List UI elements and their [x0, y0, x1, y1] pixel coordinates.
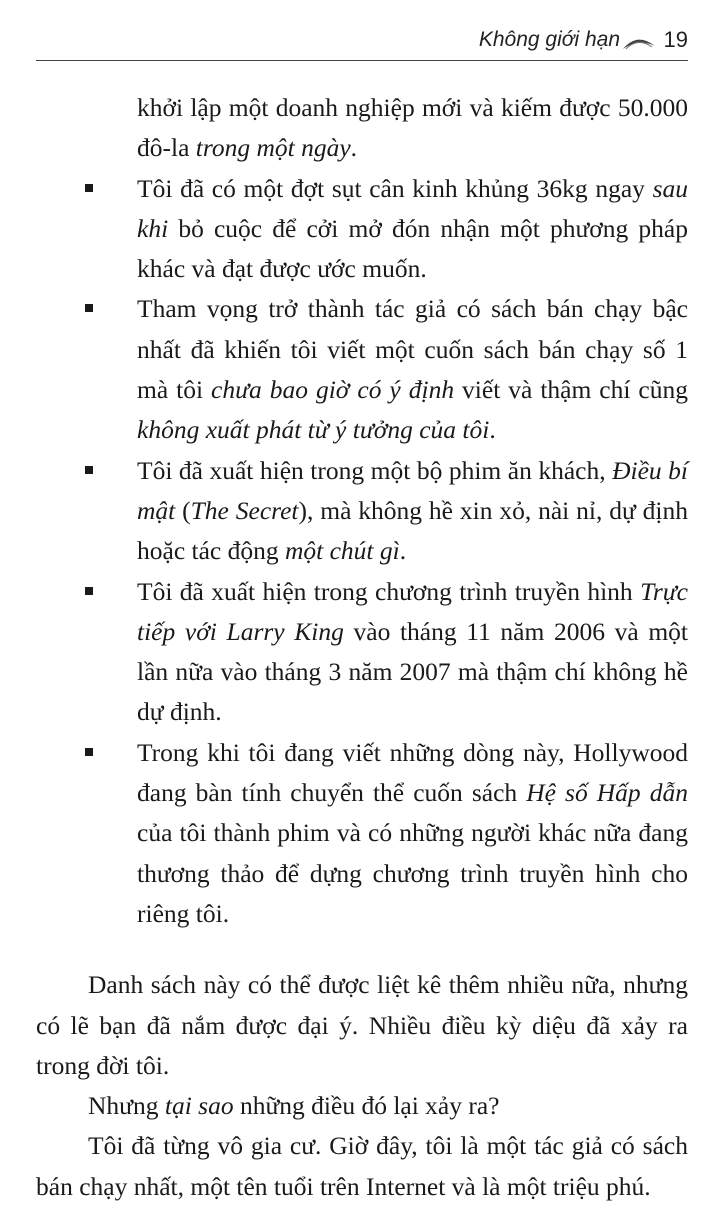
- italic-phrase: The Secret: [190, 495, 299, 525]
- bullet-item: [137, 169, 688, 290]
- bullet-text: viết và thậm chí cũng: [454, 375, 688, 405]
- arc-swoosh-icon: [622, 34, 656, 50]
- bullet-text: Tôi đã xuất hiện trong một bộ phim ăn khách,: [137, 455, 613, 485]
- bullet-text: vào tháng 11 năm 2006 và một lần nữa vào tháng 3 năm 2007 mà thậm chí không hề dự định.: [137, 616, 688, 727]
- bullet-item: [137, 289, 688, 450]
- bullet-continuation: [137, 88, 688, 169]
- running-title: Không giới hạn: [478, 28, 620, 51]
- bullet-text: ), mà không hề xin xỏ, nài nỉ, dự định hoặc tác động: [137, 495, 688, 566]
- square-bullet-icon: [85, 748, 93, 756]
- punctuation: .: [399, 536, 407, 566]
- italic-phrase: không xuất phát từ ý tưởng của tôi: [137, 415, 490, 445]
- italic-phrase: một chút gì: [284, 536, 400, 566]
- square-bullet-icon: [85, 587, 93, 595]
- page-body: [36, 88, 688, 1207]
- italic-phrase: chưa bao giờ có ý định: [211, 375, 455, 405]
- punctuation: .: [489, 415, 496, 445]
- bullet-text: Tôi đã có một đợt sụt cân kinh khủng 36kg ngay: [137, 173, 653, 203]
- paragraph-text: những điều đó lại xảy ra?: [233, 1091, 500, 1121]
- body-paragraph: [36, 1086, 688, 1126]
- square-bullet-icon: [85, 184, 93, 192]
- bullet-item: [137, 572, 688, 733]
- body-paragraph: Danh sách này có thể được liệt kê thêm nhiều nữa, nhưng có lẽ bạn đã nắm được đại ý. Nhiều điều kỳ diệu đã xảy ra trong đời tôi.: [36, 970, 688, 1080]
- continuation-text: 50.000 đô-la: [137, 93, 689, 163]
- italic-phrase: Điều bí mật: [137, 455, 689, 525]
- bullet-item: [137, 733, 688, 934]
- italic-phrase: tại sao: [164, 1091, 234, 1121]
- body-paragraph: Tôi đã từng vô gia cư. Giờ đây, tôi là một tác giả có sách bán chạy nhất, một tên tuổi trên Internet và là một triệu phú.: [36, 1131, 688, 1201]
- punctuation: (: [175, 495, 191, 525]
- square-bullet-icon: [85, 466, 93, 474]
- bullet-item: [137, 451, 688, 572]
- italic-phrase: Hệ số Hấp dẫn: [526, 778, 688, 808]
- bullet-text: Tham vọng trở thành tác giả có sách bán chạy bậc nhất đã khiến tôi viết một cuốn sách bán chạy số 1 mà tôi: [137, 294, 688, 405]
- continuation-text: khởi lập một doanh nghiệp mới và kiếm được: [137, 93, 611, 122]
- bullet-text: Trong khi tôi đang viết những dòng này, Hollywood đang bàn tính chuyển thể cuốn sách: [137, 737, 688, 808]
- bullet-text: bỏ cuộc để cởi mở đón nhận một phương pháp khác và đạt được ước muốn.: [137, 213, 688, 284]
- paragraph-text: Nhưng: [88, 1091, 165, 1121]
- page-number: 19: [663, 27, 688, 52]
- bullet-text: Tôi đã xuất hiện trong chương trình truyền hình: [137, 576, 641, 606]
- punctuation: .: [350, 133, 358, 163]
- running-header: [36, 26, 688, 61]
- italic-phrase: sau khi: [137, 173, 688, 243]
- square-bullet-icon: [85, 304, 93, 312]
- bullet-text: của tôi thành phim và có những người khác nữa đang thương thảo để dựng chương trình truyền hình cho riêng tôi.: [137, 818, 688, 928]
- italic-phrase: Trực tiếp với Larry King: [137, 576, 688, 646]
- italic-phrase: trong một ngày: [195, 133, 351, 163]
